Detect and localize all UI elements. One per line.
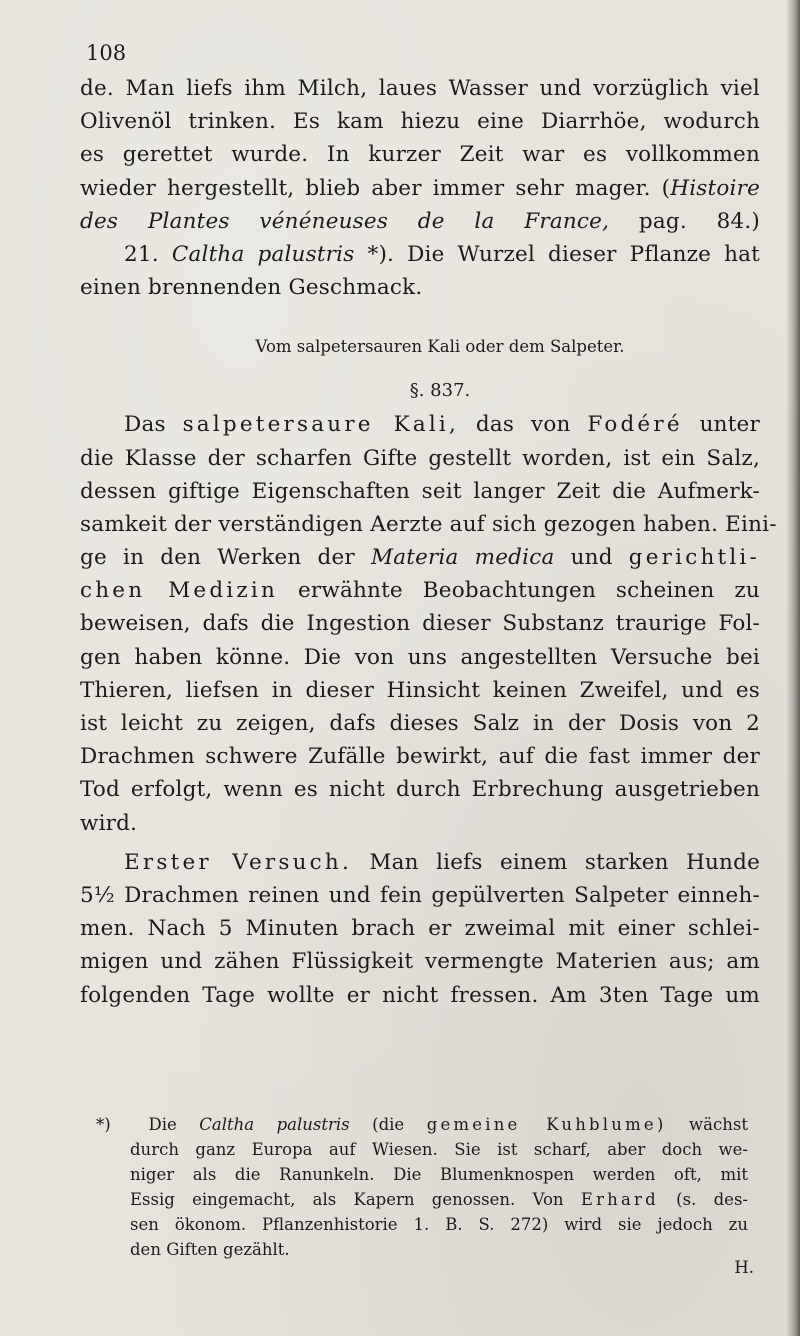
text-span: unter <box>699 412 760 438</box>
text-span: migen und zähen Flüssigkeit vermengte Materien aus; am <box>80 949 760 975</box>
text-line <box>80 205 760 238</box>
text-line <box>80 408 760 441</box>
text-line <box>80 442 760 475</box>
text-span: Thieren, liefsen in dieser Hinsicht keinen Zweifel, und es <box>80 677 760 703</box>
footnote-line <box>96 1187 748 1212</box>
section-title: Vom salpetersauren Kali oder dem Salpeter. <box>255 337 625 357</box>
text-line <box>80 238 760 271</box>
italic-span: Caltha palustris <box>171 241 355 267</box>
text-line <box>80 105 760 138</box>
footnote-mark: *) <box>96 1115 111 1134</box>
spaced-span: gerichtli- <box>628 545 760 571</box>
text-span: sen ökonom. Pflanzenhistorie 1. B. S. 272) wird sie jedoch zu <box>130 1215 748 1234</box>
text-span: Olivenöl trinken. Es kam hiezu eine Diarrhöe, wodurch <box>80 109 760 135</box>
text-span: folgenden Tage wollte er nicht fressen. Am 3ten Tage um <box>80 982 760 1008</box>
text-line <box>80 740 760 773</box>
spaced-span: salpetersaure Kali, <box>182 412 460 438</box>
text-span: samkeit der verständigen Aerzte auf sich gezogen haben. Eini- <box>80 511 777 537</box>
text-line <box>80 72 760 105</box>
spaced-span: gemeine Kuhblume) <box>426 1115 667 1134</box>
text-line <box>80 271 760 304</box>
text-span: (s. des- <box>676 1190 748 1209</box>
text-span: wird. <box>80 810 138 836</box>
text-line <box>80 138 760 171</box>
text-span: es gerettet wurde. In kurzer Zeit war es vollkommen <box>80 142 760 168</box>
footnote <box>96 1112 748 1262</box>
text-span: *). Die Wurzel dieser Pflanze hat <box>367 241 760 267</box>
text-span: Tod erfolgt, wenn es nicht durch Erbrechung ausgetrieben <box>80 777 760 803</box>
text-span: den Giften gezählt. <box>130 1240 290 1259</box>
text-span: niger als die Ranunkeln. Die Blumenknospen werden oft, mit <box>130 1165 748 1184</box>
text-span: erwähnte Beobachtungen scheinen zu <box>297 578 760 604</box>
footnote-line <box>96 1237 748 1262</box>
text-span: Man liefs einem starken Hunde <box>369 849 760 875</box>
text-line <box>80 979 760 1012</box>
text-span: (die <box>372 1115 405 1134</box>
text-span: wächst <box>689 1115 748 1134</box>
section-number: §. 837. <box>409 380 471 402</box>
page-edge-shadow <box>786 0 800 1336</box>
spaced-span: Erhard <box>580 1190 659 1209</box>
text-span: de. Man liefs ihm Milch, laues Wasser und vorzüglich viel <box>80 76 760 101</box>
text-line <box>80 807 760 840</box>
footnote-line <box>96 1162 748 1187</box>
text-line <box>80 607 760 640</box>
text-line <box>80 879 760 912</box>
text-line <box>80 773 760 806</box>
italic-span: Materia medica <box>371 545 555 571</box>
text-line <box>80 846 760 879</box>
text-span: Drachmen schwere Zufälle bewirkt, auf die fast immer der <box>80 744 760 770</box>
text-span: einen brennenden Geschmack. <box>80 275 423 301</box>
text-span: ge in den Werken der <box>80 545 355 571</box>
item-number: 21. <box>124 241 159 267</box>
spaced-span: Erster Versuch. <box>124 849 352 875</box>
text-span: und <box>570 545 613 571</box>
italic-span: Caltha palustris <box>199 1115 350 1134</box>
page-number: 108 <box>86 41 127 65</box>
spaced-span: Fodéré <box>587 412 683 438</box>
spaced-span: chen Medizin <box>80 578 279 604</box>
footnote-line <box>96 1112 748 1137</box>
footnote-line <box>96 1137 748 1162</box>
text-line <box>80 912 760 945</box>
text-line <box>80 172 760 205</box>
main-text <box>80 38 777 1012</box>
text-line <box>80 945 760 978</box>
text-span: pag. 84.) <box>638 208 760 234</box>
text-span: men. Nach 5 Minuten brach er zweimal mit einer schlei- <box>80 916 760 942</box>
text-span: Das <box>124 412 166 438</box>
text-span: 5½ Drachmen reinen und fein gepülverten Salpeter einneh- <box>80 882 760 908</box>
footnote-line <box>96 1212 748 1237</box>
text-span: Essig eingemacht, als Kapern genossen. Von <box>130 1190 564 1209</box>
text-span: gen haben könne. Die von uns angestellten Versuche bei <box>80 644 760 670</box>
text-line <box>80 707 760 740</box>
text-line <box>80 641 760 674</box>
text-line <box>80 674 760 707</box>
text-span: dessen giftige Eigenschaften seit langer Zeit die Aufmerk- <box>80 478 760 504</box>
text-line <box>80 475 760 508</box>
text-line <box>80 574 760 607</box>
text-span: beweisen, dafs die Ingestion dieser Substanz traurige Fol- <box>80 611 760 637</box>
italic-span: Histoire <box>670 175 760 201</box>
text-line <box>80 541 760 574</box>
text-span: das von <box>475 412 571 438</box>
text-span: durch ganz Europa auf Wiesen. Sie ist scharf, aber doch we- <box>130 1140 748 1159</box>
text-span: ist leicht zu zeigen, dafs dieses Salz in der Dosis von 2 <box>80 711 760 736</box>
footnote-signature: H. <box>734 1258 754 1277</box>
text-span: Die <box>148 1115 177 1134</box>
text-line <box>80 508 777 541</box>
text-span: die Klasse der scharfen Gifte gestellt worden, ist ein Salz, <box>80 445 760 471</box>
italic-span: des Plantes vénéneuses de la France, <box>80 208 610 234</box>
text-span: wieder hergestellt, blieb aber immer sehr mager. ( <box>80 175 671 201</box>
